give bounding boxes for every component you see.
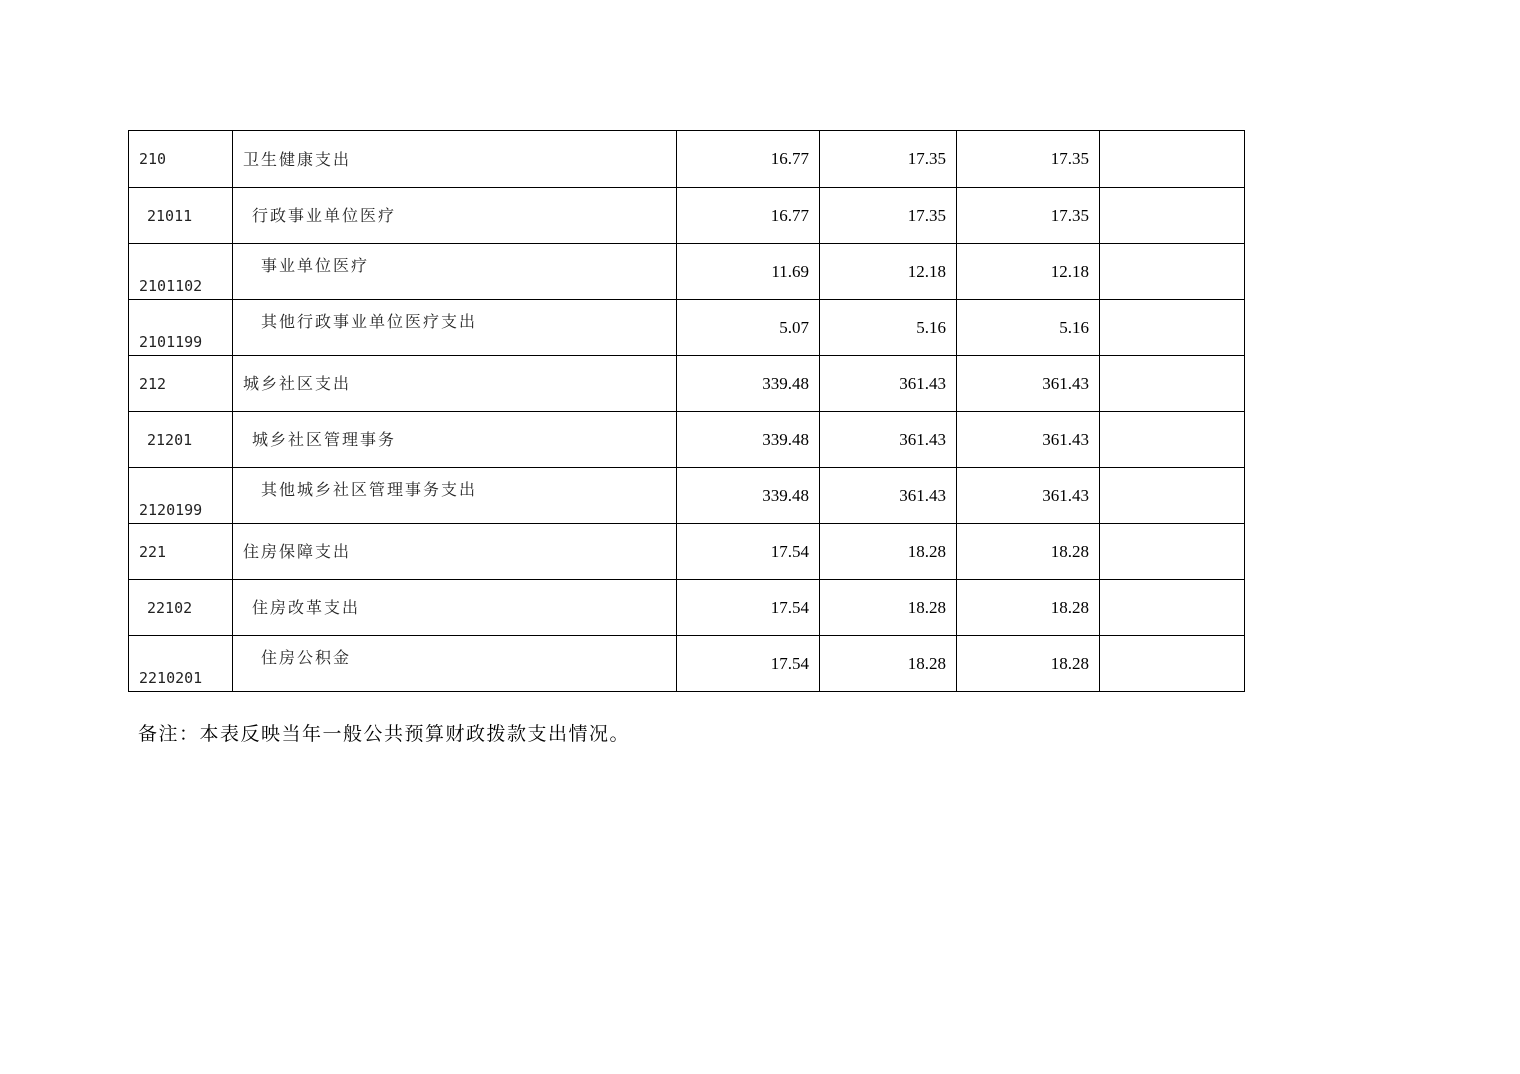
table-row: [129, 188, 1245, 244]
amount-cell-1: 17.54: [677, 636, 820, 692]
table-row: [129, 580, 1245, 636]
amount-cell-4: [1100, 580, 1245, 636]
table-row: [129, 300, 1245, 356]
amount-cell-1: 17.54: [677, 580, 820, 636]
amount-cell-4: [1100, 636, 1245, 692]
table-row: [129, 131, 1245, 188]
amount-cell-3: 5.16: [957, 300, 1100, 356]
amount-cell-3: 12.18: [957, 244, 1100, 300]
amount-cell-2: 12.18: [820, 244, 957, 300]
amount-cell-4: [1100, 356, 1245, 412]
subject-code-cell: 210: [129, 131, 233, 188]
amount-cell-1: 339.48: [677, 412, 820, 468]
subject-code-cell: 2120199: [129, 468, 233, 524]
amount-cell-2: 18.28: [820, 636, 957, 692]
amount-cell-4: [1100, 412, 1245, 468]
amount-cell-2: 18.28: [820, 524, 957, 580]
amount-cell-1: 17.54: [677, 524, 820, 580]
subject-name-cell: 住房公积金: [233, 636, 677, 692]
amount-cell-1: 5.07: [677, 300, 820, 356]
amount-cell-4: [1100, 131, 1245, 188]
table-row: [129, 524, 1245, 580]
subject-name-cell: 住房改革支出: [233, 580, 677, 636]
amount-cell-2: 361.43: [820, 412, 957, 468]
subject-code-cell: 2101102: [129, 244, 233, 300]
amount-cell-3: 361.43: [957, 356, 1100, 412]
table-row: [129, 244, 1245, 300]
amount-cell-3: 17.35: [957, 131, 1100, 188]
subject-name-cell: 其他城乡社区管理事务支出: [233, 468, 677, 524]
table-body: [129, 131, 1245, 692]
amount-cell-2: 361.43: [820, 468, 957, 524]
amount-cell-1: 16.77: [677, 188, 820, 244]
amount-cell-2: 17.35: [820, 131, 957, 188]
table-row: [129, 468, 1245, 524]
amount-cell-2: 17.35: [820, 188, 957, 244]
amount-cell-4: [1100, 524, 1245, 580]
subject-name-cell: 卫生健康支出: [233, 131, 677, 188]
amount-cell-2: 18.28: [820, 580, 957, 636]
amount-cell-1: 16.77: [677, 131, 820, 188]
amount-cell-3: 18.28: [957, 636, 1100, 692]
amount-cell-4: [1100, 468, 1245, 524]
subject-code-cell: 21201: [129, 412, 233, 468]
amount-cell-4: [1100, 188, 1245, 244]
table-row: [129, 636, 1245, 692]
table-row: [129, 356, 1245, 412]
subject-code-cell: 22102: [129, 580, 233, 636]
amount-cell-3: 361.43: [957, 468, 1100, 524]
subject-code-cell: 2101199: [129, 300, 233, 356]
subject-name-cell: 行政事业单位医疗: [233, 188, 677, 244]
amount-cell-2: 361.43: [820, 356, 957, 412]
amount-cell-1: 339.48: [677, 356, 820, 412]
amount-cell-1: 11.69: [677, 244, 820, 300]
amount-cell-2: 5.16: [820, 300, 957, 356]
amount-cell-4: [1100, 244, 1245, 300]
amount-cell-1: 339.48: [677, 468, 820, 524]
subject-name-cell: 城乡社区管理事务: [233, 412, 677, 468]
subject-code-cell: 2210201: [129, 636, 233, 692]
subject-code-cell: 21011: [129, 188, 233, 244]
amount-cell-3: 18.28: [957, 580, 1100, 636]
amount-cell-3: 18.28: [957, 524, 1100, 580]
amount-cell-3: 361.43: [957, 412, 1100, 468]
amount-cell-4: [1100, 300, 1245, 356]
subject-name-cell: 事业单位医疗: [233, 244, 677, 300]
table-footnote: 备注：本表反映当年一般公共预算财政拨款支出情况。: [138, 723, 631, 745]
subject-name-cell: 城乡社区支出: [233, 356, 677, 412]
budget-expenditure-table: [128, 130, 1245, 692]
subject-name-cell: 住房保障支出: [233, 524, 677, 580]
subject-code-cell: 212: [129, 356, 233, 412]
amount-cell-3: 17.35: [957, 188, 1100, 244]
table-row: [129, 412, 1245, 468]
subject-name-cell: 其他行政事业单位医疗支出: [233, 300, 677, 356]
subject-code-cell: 221: [129, 524, 233, 580]
